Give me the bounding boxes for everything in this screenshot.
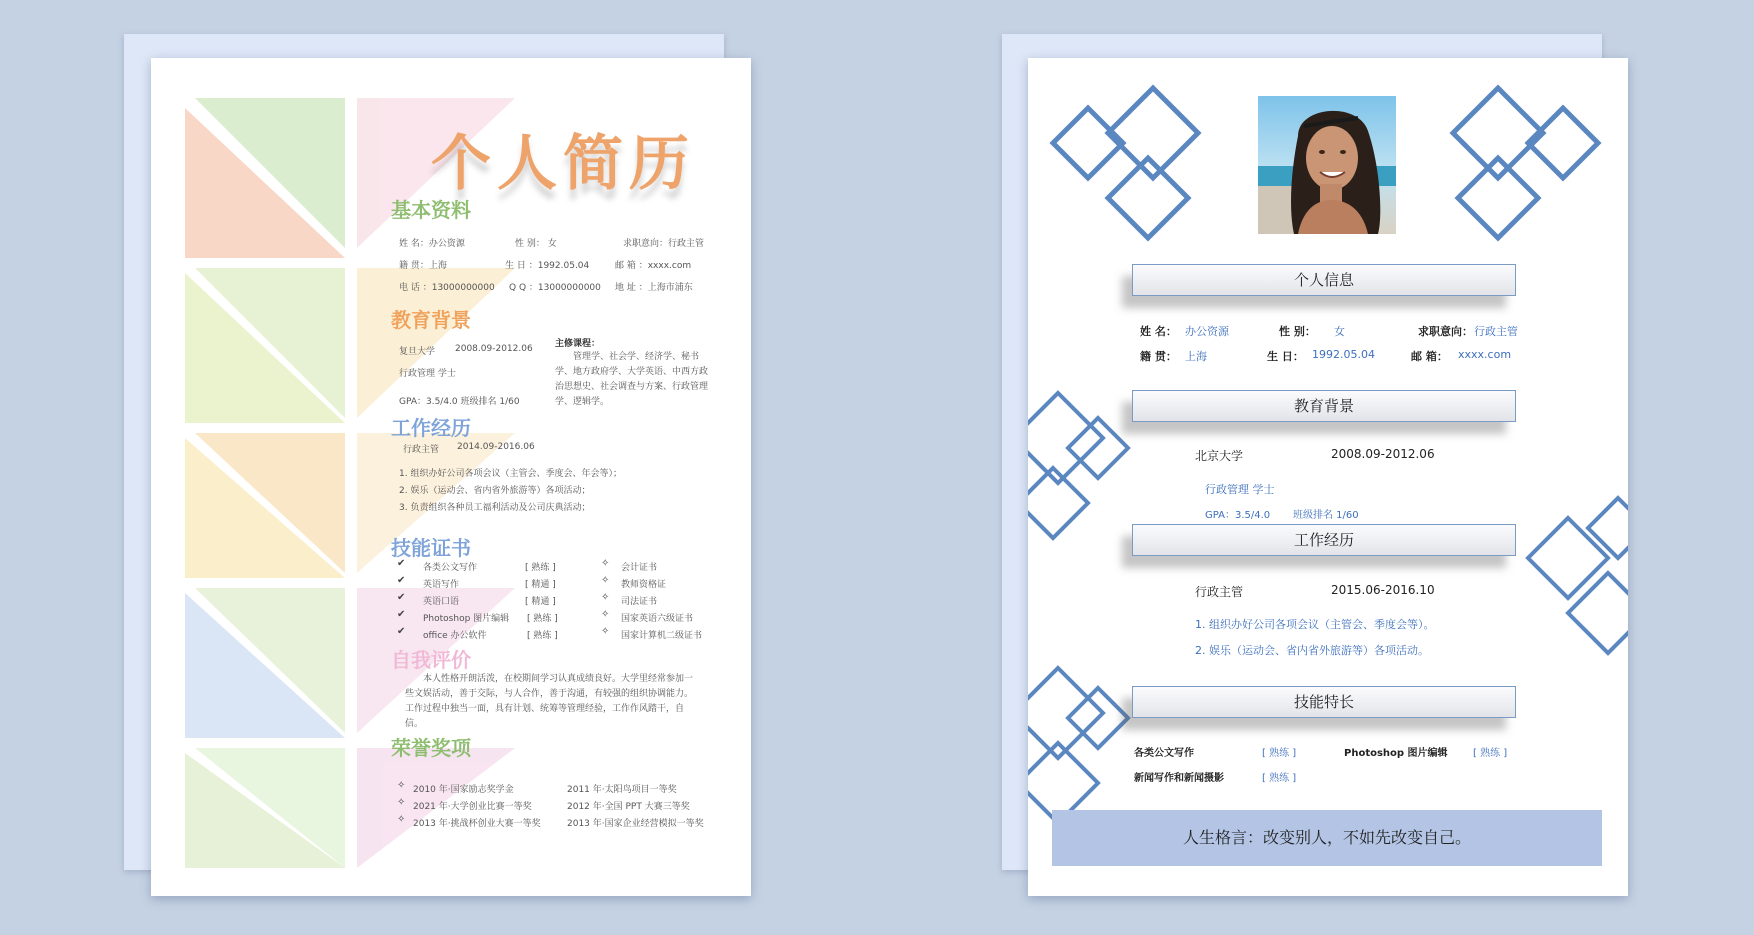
check-icon: ✔ [397, 609, 406, 620]
sparkle-icon: ✧ [397, 780, 406, 791]
skill-level: [ 熟练 ] [1262, 773, 1297, 784]
sparkle-icon: ✧ [601, 609, 610, 620]
edu-rank: 班级排名 1/60 [1293, 510, 1359, 521]
section-title-honors: 荣誉奖项 [391, 736, 471, 760]
diamond-frame-decoration [1508, 478, 1628, 668]
info-label: 生 日： [1267, 350, 1304, 363]
section-header-info: 个人信息 [1132, 264, 1516, 296]
work-role: 行政主管 [1195, 585, 1244, 599]
skill-level: [ 熟练 ] [527, 631, 558, 641]
section-title-work: 工作经历 [391, 416, 471, 440]
resume-title: 个人简历 [431, 129, 695, 199]
check-icon: ✔ [397, 558, 406, 569]
skill-name: 英语写作 [423, 580, 460, 590]
section-title-basic: 基本资料 [391, 198, 471, 222]
cert-name: 国家计算机二级证书 [621, 631, 703, 641]
check-icon: ✔ [397, 575, 406, 586]
section-title-self: 自我评价 [391, 648, 471, 672]
work-item: 1. 组织办好公司各项会议（主管会、季度会、年会等）； [399, 469, 622, 479]
info-value: xxxx.com [1458, 348, 1512, 361]
left-resume-page [151, 58, 751, 896]
basic-field: 邮 箱 ：xxxx.com [615, 261, 692, 271]
skill-level: [ 精通 ] [525, 597, 556, 607]
skill-name: 新闻写作和新闻摄影 [1134, 773, 1224, 784]
edu-major: 行政管理 学士 [399, 369, 456, 379]
work-item: 3. 负责组织各种员工福利活动及公司庆典活动； [399, 503, 591, 513]
skill-level: [ 熟练 ] [525, 563, 556, 573]
cert-name: 会计证书 [621, 563, 658, 573]
skill-level: [ 熟练 ] [527, 614, 558, 624]
info-label: 籍 贯： [1140, 350, 1177, 363]
sparkle-icon: ✧ [397, 797, 406, 808]
work-item: 2. 娱乐（运动会、省内省外旅游等）各项活动； [399, 486, 591, 496]
skill-name: 英语口语 [423, 597, 460, 607]
info-value: 女 [1334, 325, 1345, 338]
skill-level: [ 熟练 ] [1473, 748, 1508, 759]
basic-field: Q Q ：13000000000 [509, 283, 601, 293]
info-label: 性 别： [1279, 325, 1316, 338]
info-label: 求职意向： [1418, 325, 1473, 338]
skill-level: [ 精通 ] [525, 580, 556, 590]
skill-name: office 办公软件 [423, 631, 487, 641]
sparkle-icon: ✧ [601, 592, 610, 603]
info-value: 行政主管 [1474, 325, 1518, 338]
diamond-frame-decoration [1048, 83, 1218, 263]
sparkle-icon: ✧ [601, 575, 610, 586]
skill-name: 各类公文写作 [423, 563, 478, 573]
edu-courses-label: 主修课程： [555, 339, 601, 349]
skill-name: Photoshop 图片编辑 [423, 614, 510, 624]
sparkle-icon: ✧ [601, 558, 610, 569]
profile-photo [1258, 96, 1396, 234]
basic-field: 求职意向：行政主管 [623, 239, 705, 249]
work-period: 2014.09-2016.06 [457, 442, 535, 452]
cert-name: 教师资格证 [621, 580, 667, 590]
content-clip [1128, 378, 1528, 386]
motto-banner: 人生格言：改变别人，不如先改变自己。 [1052, 810, 1602, 866]
edu-major: 行政管理 学士 [1205, 483, 1275, 496]
section-header-work: 工作经历 [1132, 524, 1516, 556]
cert-name: 司法证书 [621, 597, 658, 607]
sparkle-icon: ✧ [601, 626, 610, 637]
edu-period: 2008.09-2012.06 [455, 344, 533, 354]
info-value: 上海 [1185, 350, 1207, 363]
self-evaluation: 本人性格开朗活泼，在校期间学习认真成绩良好。大学里经常参加一些文娱活动，善于交际，与人合作，善于沟通，有较强的组织协调能力。工作过程中独当一面，具有计划、统筹等管理经验，工作作风踏干，自信。 [405, 674, 694, 729]
basic-field: 生 日 ：1992.05.04 [505, 261, 590, 271]
basic-field: 性 别： 女 [515, 239, 557, 249]
skill-name: 各类公文写作 [1134, 748, 1194, 759]
diamond-frame-decoration [1028, 378, 1148, 558]
honor-item: 2012 年·全国 PPT 大赛三等奖 [567, 802, 690, 812]
section-title-skills: 技能证书 [391, 536, 471, 560]
check-icon: ✔ [397, 592, 406, 603]
info-label: 邮 箱： [1411, 350, 1448, 363]
sparkle-icon: ✧ [397, 814, 406, 825]
edu-gpa: GPA：3.5/4.0 班级排名 1/60 [399, 397, 520, 407]
info-value: 办公资源 [1185, 325, 1229, 338]
basic-field: 电 话 ：13000000000 [399, 283, 495, 293]
honor-item: 2013 年·国家企业经营模拟一等奖 [567, 819, 704, 829]
info-label: 姓 名： [1140, 325, 1177, 338]
info-value: 1992.05.04 [1312, 348, 1375, 361]
honor-item: 2011 年·太阳鸟项目一等奖 [567, 785, 677, 795]
section-header-education: 教育背景 [1132, 390, 1516, 422]
skill-name: Photoshop 图片编辑 [1344, 748, 1448, 759]
honor-item: 2010 年·国家励志奖学金 [413, 785, 514, 795]
honor-item: 2021 年·大学创业比赛一等奖 [413, 802, 532, 812]
check-icon: ✔ [397, 626, 406, 637]
section-header-skills: 技能特长 [1132, 686, 1516, 718]
diamond-frame-decoration [1438, 83, 1608, 263]
work-item: 2. 娱乐（运动会、省内省外旅游等）各项活动。 [1195, 644, 1429, 657]
basic-field: 籍 贯：上海 [399, 261, 447, 271]
right-resume-page [1028, 58, 1628, 896]
work-item: 1. 组织办好公司各项会议（主管会、季度会等）。 [1195, 618, 1435, 631]
basic-field: 姓 名：办公资源 [399, 239, 465, 249]
edu-period: 2008.09-2012.06 [1331, 447, 1435, 461]
skill-level: [ 熟练 ] [1262, 748, 1297, 759]
edu-school: 复旦大学 [399, 347, 436, 357]
cert-name: 国家英语六级证书 [621, 614, 694, 624]
section-title-education: 教育背景 [391, 308, 471, 332]
honor-item: 2013 年·挑战杯创业大赛一等奖 [413, 819, 541, 829]
work-period: 2015.06-2016.10 [1331, 583, 1435, 597]
basic-field: 地 址 ：上海市浦东 [615, 283, 693, 293]
edu-school: 北京大学 [1195, 449, 1244, 463]
edu-gpa: GPA：3.5/4.0 [1205, 510, 1271, 521]
work-role: 行政主管 [403, 445, 440, 455]
edu-courses: 管理学、社会学、经济学、秘书学、地方政府学、大学英语、中西方政治思想史、社会调查与方案、行政管理学、逻辑学。 [555, 352, 709, 407]
